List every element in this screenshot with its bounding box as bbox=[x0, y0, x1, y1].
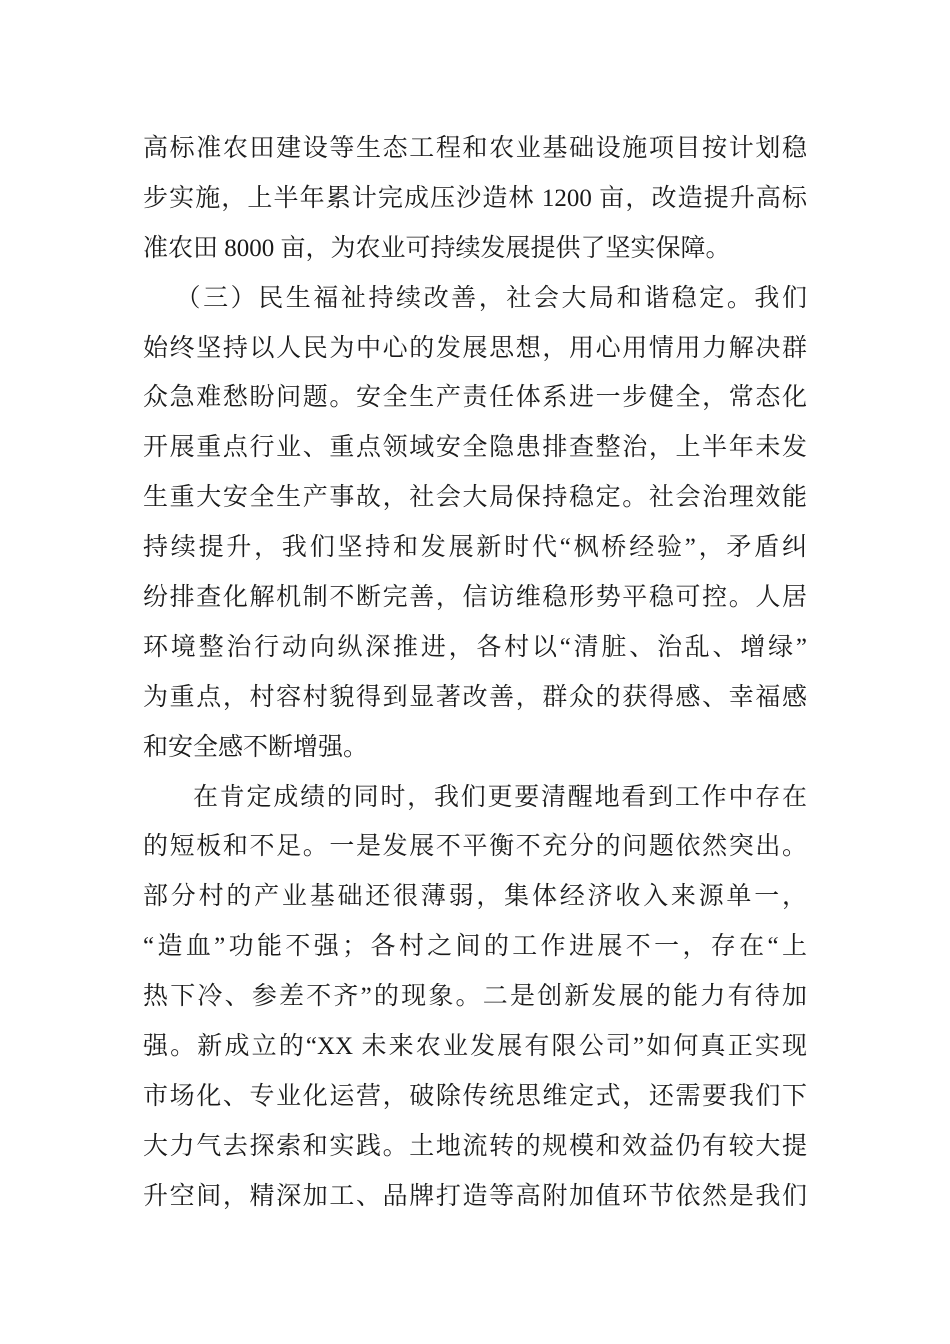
text-line: “造血”功能不强；各村之间的工作进展不一，存在“上 bbox=[143, 933, 807, 961]
text-line: 生重大安全生产事故，社会大局保持稳定。社会治理效能 bbox=[143, 484, 807, 512]
text-line: 准农田 8000 亩，为农业可持续发展提供了坚实保障。 bbox=[143, 234, 731, 262]
text-line: 持续提升，我们坚持和发展新时代“枫桥经验”，矛盾纠 bbox=[143, 534, 807, 562]
text-line: 升空间，精深加工、品牌打造等高附加值环节依然是我们 bbox=[143, 1182, 807, 1210]
text-line: 热下冷、参差不齐”的现象。二是创新发展的能力有待加 bbox=[143, 983, 807, 1011]
paragraph bbox=[143, 124, 807, 274]
text-line: 纷排查化解机制不断完善，信访维稳形势平稳可控。人居 bbox=[143, 584, 807, 612]
paragraph bbox=[143, 274, 807, 773]
text-block bbox=[143, 124, 807, 1222]
text-line: 的短板和不足。一是发展不平衡不充分的问题依然突出。 bbox=[143, 833, 807, 861]
text-line: （三）民生福祉持续改善，社会大局和谐稳定。我们 bbox=[175, 284, 807, 312]
text-line: 大力气去探索和实践。土地流转的规模和效益仍有较大提 bbox=[143, 1132, 807, 1160]
text-line: 部分村的产业基础还很薄弱，集体经济收入来源单一， bbox=[143, 883, 807, 911]
text-line: 强。新成立的“XX 未来农业发展有限公司”如何真正实现 bbox=[143, 1033, 807, 1061]
text-line: 高标准农田建设等生态工程和农业基础设施项目按计划稳 bbox=[143, 135, 807, 162]
text-line: 始终坚持以人民为中心的发展思想，用心用情用力解决群 bbox=[143, 334, 807, 362]
text-line: 在肯定成绩的同时，我们更要清醒地看到工作中存在 bbox=[193, 783, 807, 811]
text-line: 和安全感不断增强。 bbox=[143, 733, 369, 761]
text-line: 步实施，上半年累计完成压沙造林 1200 亩，改造提升高标 bbox=[143, 184, 807, 212]
text-line: 环境整治行动向纵深推进，各村以“清脏、治乱、增绿” bbox=[143, 633, 807, 661]
text-line: 为重点，村容村貌得到显著改善，群众的获得感、幸福感 bbox=[143, 683, 807, 711]
text-line: 开展重点行业、重点领域安全隐患排查整治，上半年未发 bbox=[143, 434, 807, 462]
text-line: 市场化、专业化运营，破除传统思维定式，还需要我们下 bbox=[143, 1082, 807, 1110]
paragraph bbox=[143, 773, 807, 1222]
text-line: 众急难愁盼问题。安全生产责任体系进一步健全，常态化 bbox=[143, 384, 807, 412]
